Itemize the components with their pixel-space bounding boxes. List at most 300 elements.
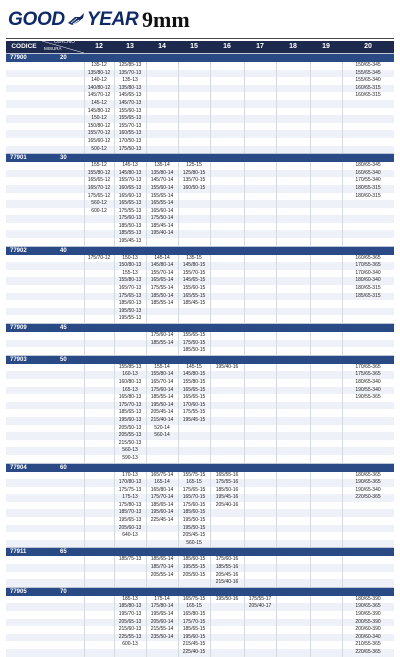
tire-size-cell: 225/45-14 [150, 517, 174, 524]
table-row [6, 62, 394, 70]
chain-size: 65 [60, 549, 67, 556]
tire-size-cell: 145-12 [91, 99, 107, 106]
table-row [6, 455, 394, 463]
tire-size-cell: 155/80-15 [182, 378, 206, 385]
tire-size-cell: 185/65-14 [150, 501, 174, 508]
column-header-17: 17 [256, 43, 264, 50]
tire-size-cell: 165-13 [122, 386, 138, 393]
tire-size-cell: 160-13 [122, 371, 138, 378]
column-divider [84, 332, 85, 355]
tire-size-cell: 175/80-13 [118, 501, 142, 508]
tire-size-cell: 185/75-13 [118, 556, 142, 563]
product-block-header [6, 464, 394, 472]
tire-size-cell: 145/70-14 [150, 177, 174, 184]
tire-size-cell: 160/65-365 [355, 254, 381, 261]
table-row [6, 200, 394, 208]
table-row [6, 532, 394, 540]
tire-size-cell: 560-14 [154, 432, 170, 439]
column-divider [146, 255, 147, 323]
tire-size-cell: 165/80-13 [118, 394, 142, 401]
table-row [6, 146, 394, 154]
column-divider [178, 255, 179, 323]
tire-size-cell: 135-14 [154, 162, 170, 169]
table-row [6, 472, 394, 480]
tire-size-cell: 185/65-15 [182, 626, 206, 633]
table-row [6, 596, 394, 604]
tire-size-cell: 165/70-15 [182, 494, 206, 501]
tire-size-cell: 195/60-15 [182, 633, 206, 640]
size-table [6, 41, 394, 657]
tire-size-cell: 170-13 [122, 471, 138, 478]
tire-size-cell: 140/80-12 [87, 84, 111, 91]
tire-size-cell: 175/65-365 [355, 371, 381, 378]
table-row [6, 340, 394, 348]
tire-size-cell: 145/80-15 [182, 371, 206, 378]
tire-size-cell: 135-15 [186, 254, 202, 261]
table-row [6, 509, 394, 517]
column-header-cerchio-misura [42, 41, 84, 53]
column-divider [276, 364, 277, 463]
tire-size-cell: 175/55-16 [215, 479, 239, 486]
tire-size-cell: 215/60-13 [118, 626, 142, 633]
column-divider [244, 556, 245, 586]
tire-size-cell: 155/65-345 [355, 69, 381, 76]
table-row [6, 70, 394, 78]
tire-size-cell: 160/55-13 [118, 130, 142, 137]
tire-size-cell: 185/50-15 [182, 347, 206, 354]
column-divider [210, 255, 211, 323]
column-divider [276, 472, 277, 548]
tire-size-cell: 195/55-13 [118, 315, 142, 322]
tire-size-cell: 185/50-13 [118, 222, 142, 229]
tire-size-cell: 145/80-14 [150, 262, 174, 269]
product-block-body [6, 472, 394, 548]
product-block [6, 153, 394, 246]
column-divider [310, 332, 311, 355]
tire-size-cell: 155-14 [154, 363, 170, 370]
tire-size-cell: 220/50-365 [355, 494, 381, 501]
product-block-header [6, 154, 394, 162]
tire-size-cell: 125/85-13 [118, 62, 142, 68]
column-divider [276, 162, 277, 246]
product-code: 77905 [10, 588, 27, 595]
tire-size-cell: 195/40-14 [150, 230, 174, 237]
tire-size-cell: 155/75-15 [182, 471, 206, 478]
tire-size-cell: 155/80-12 [87, 169, 111, 176]
tire-size-cell: 205/60-13 [118, 524, 142, 531]
tire-size-cell: 185/55-13 [118, 230, 142, 237]
tire-size-cell: 195/60-13 [118, 416, 142, 423]
table-row [6, 230, 394, 238]
column-divider [178, 62, 179, 153]
product-block-body [6, 364, 394, 463]
tire-size-cell: 225/40-15 [182, 648, 206, 655]
column-divider [178, 332, 179, 355]
tire-size-cell: 200/60-340 [355, 633, 381, 640]
table-row [6, 425, 394, 433]
tire-size-cell: 180/60-340 [355, 277, 381, 284]
table-row [6, 517, 394, 525]
tire-size-cell: 155/60-13 [118, 107, 142, 114]
tire-size-cell: 600-12 [91, 207, 107, 214]
product-block [6, 355, 394, 463]
tire-size-cell: 215/50-13 [118, 439, 142, 446]
tire-size-cell: 200/60-390 [355, 626, 381, 633]
column-divider [84, 62, 85, 153]
table-row [6, 108, 394, 116]
column-header-12: 12 [95, 43, 103, 50]
tire-size-cell: 185/55-14 [150, 339, 174, 346]
column-divider [146, 62, 147, 153]
product-block [6, 323, 394, 355]
table-row [6, 208, 394, 216]
tire-size-cell: 175/60-16 [215, 556, 239, 563]
chain-size: 60 [60, 464, 67, 471]
tire-size-cell: 190/65-365 [355, 603, 381, 610]
tire-size-cell: 165/75-14 [150, 471, 174, 478]
tire-size-cell: 640-13 [122, 532, 138, 539]
tire-size-cell: 135-13 [122, 77, 138, 84]
chain-size: 20 [60, 55, 67, 61]
tire-size-cell: 165/65-15 [182, 386, 206, 393]
tire-size-cell: 155/80-13 [118, 277, 142, 284]
tire-size-cell: 145/70-13 [118, 99, 142, 106]
tire-size-cell: 155/65-14 [150, 192, 174, 199]
table-row [6, 603, 394, 611]
tire-size-cell: 155/70-15 [182, 269, 206, 276]
tire-size-cell: 170/60-340 [355, 269, 381, 276]
tire-size-cell: 185/55-16 [215, 564, 239, 571]
tire-size-cell: 180/65-365 [355, 471, 381, 478]
column-divider [244, 364, 245, 463]
table-row [6, 315, 394, 323]
column-header-19: 19 [322, 43, 330, 50]
tire-size-cell: 175/65-12 [87, 192, 111, 199]
table-row [6, 402, 394, 410]
tire-size-cell: 195/50-15 [182, 517, 206, 524]
tire-size-cell: 195/65-14 [150, 611, 174, 617]
tire-size-cell: 150-12 [91, 115, 107, 122]
tire-size-cell: 175/70-14 [150, 494, 174, 501]
tire-size-cell: 195/45-16 [215, 494, 239, 501]
column-divider [342, 556, 343, 586]
tire-size-cell: 180/55-315 [355, 184, 381, 191]
tire-size-cell: 155/65-15 [182, 332, 206, 338]
tire-size-cell: 560-12 [91, 200, 107, 207]
tire-size-cell: 195/45-15 [182, 416, 206, 423]
tire-size-cell: 145-14 [154, 254, 170, 261]
tire-size-cell: 175/65-15 [182, 486, 206, 493]
table-row [6, 611, 394, 619]
tire-size-cell: 185/80-13 [118, 603, 142, 610]
product-block-header [6, 247, 394, 255]
tire-size-cell: 155/70-12 [87, 130, 111, 137]
tire-size-cell: 215/45-15 [182, 641, 206, 648]
column-divider [244, 332, 245, 355]
tire-size-cell: 165/60-14 [150, 207, 174, 214]
misura-label: MISURA [44, 46, 62, 51]
tire-size-cell: 145/80-13 [118, 169, 142, 176]
product-block [6, 587, 394, 657]
table-row [6, 130, 394, 138]
tire-size-cell: 165/55-14 [150, 200, 174, 207]
chain-size: 40 [60, 247, 67, 254]
tire-size-cell: 160/65-13 [118, 184, 142, 191]
tire-size-cell: 160/50-15 [182, 184, 206, 191]
column-divider [210, 364, 211, 463]
tire-size-cell: 175/70-13 [118, 401, 142, 408]
table-row [6, 285, 394, 293]
tire-size-cell: 160/80-13 [118, 378, 142, 385]
tire-size-cell: 195/45-13 [118, 238, 142, 245]
tire-size-cell: 560-13 [122, 447, 138, 454]
tire-size-cell: 160/65-340 [355, 169, 381, 176]
tire-size-cell: 195/55-15 [182, 564, 206, 571]
tire-size-cell: 180/65-340 [355, 378, 381, 385]
tire-size-cell: 220/65-365 [355, 648, 381, 655]
tire-size-cell: 155/80-14 [150, 371, 174, 378]
table-row [6, 77, 394, 85]
column-divider [342, 364, 343, 463]
tire-size-cell: 135/70-13 [118, 69, 142, 76]
goodyear-logo [8, 7, 138, 33]
column-divider [244, 255, 245, 323]
tire-size-cell: 175/55-17 [248, 595, 272, 602]
product-block-body [6, 556, 394, 586]
product-block-header [6, 588, 394, 596]
column-divider [342, 162, 343, 246]
tire-size-cell: 195/65-13 [118, 517, 142, 524]
column-divider [310, 62, 311, 153]
tire-size-cell: 195/50-14 [150, 401, 174, 408]
tire-size-cell: 175/55-14 [150, 285, 174, 292]
table-row [6, 502, 394, 510]
table-row [6, 262, 394, 270]
tire-size-cell: 170/55-365 [355, 262, 381, 269]
tire-size-cell: 210/55-365 [355, 641, 381, 648]
tire-size-cell: 185/70-14 [150, 564, 174, 571]
column-divider [210, 62, 211, 153]
tire-size-cell: 205/50-13 [118, 424, 142, 431]
tire-size-cell: 150-13 [122, 254, 138, 261]
table-row [6, 100, 394, 108]
tire-size-cell: 145/65-15 [182, 277, 206, 284]
tire-size-cell: 175-13 [122, 494, 138, 501]
tire-size-cell: 175/55-15 [182, 409, 206, 416]
tire-size-cell: 155/70-14 [150, 269, 174, 276]
table-row [6, 270, 394, 278]
tire-size-cell: 185/70-13 [118, 509, 142, 516]
tire-size-cell: 165/65-15 [182, 394, 206, 401]
table-row [6, 649, 394, 657]
tire-size-cell: 195/50-15 [182, 524, 206, 531]
column-divider [114, 255, 115, 323]
product-code: 77902 [10, 247, 27, 254]
table-row [6, 394, 394, 402]
tire-size-cell: 160/65-315 [355, 92, 381, 99]
tire-size-cell: 185/60-15 [182, 556, 206, 563]
product-block [6, 53, 394, 153]
column-divider [310, 556, 311, 586]
tire-size-cell: 155/60-15 [182, 285, 206, 292]
tire-size-cell: 190/65-365 [355, 479, 381, 486]
tire-size-cell: 170/55-340 [355, 177, 381, 184]
tire-size-cell: 155/65-340 [355, 77, 381, 84]
tire-size-cell: 165/70-14 [150, 378, 174, 385]
tire-size-cell: 190/65-390 [355, 611, 381, 617]
tire-size-cell: 165/55-16 [215, 471, 239, 478]
tire-size-cell: 175/80-14 [150, 603, 174, 610]
tire-size-cell: 185-13 [122, 595, 138, 602]
tire-size-cell: 145/80-12 [87, 107, 111, 114]
winged-foot-icon [66, 11, 86, 29]
tire-size-cell: 185/60-15 [182, 509, 206, 516]
product-block-header [6, 356, 394, 364]
column-header-16: 16 [223, 43, 231, 50]
chain-size: 50 [60, 356, 67, 363]
tire-size-cell: 205/50-15 [182, 571, 206, 578]
tire-size-cell: 200/55-390 [355, 618, 381, 625]
chain-size: 30 [60, 155, 67, 162]
product-block-body [6, 62, 394, 153]
tire-size-cell: 190/65-340 [355, 486, 381, 493]
product-code: 77909 [10, 325, 27, 331]
column-divider [114, 472, 115, 548]
tire-size-cell: 175/60-13 [118, 215, 142, 222]
tire-size-cell: 215/55-14 [150, 626, 174, 633]
tire-size-cell: 170/65-365 [355, 363, 381, 370]
tire-size-cell: 170/80-13 [118, 479, 142, 486]
brand-name-right: YEAR [86, 9, 139, 30]
table-row [6, 479, 394, 487]
table-row [6, 293, 394, 301]
tire-size-cell: 125/80-15 [182, 169, 206, 176]
tire-size-cell: 195/40-16 [215, 363, 239, 370]
table-row [6, 277, 394, 285]
tire-size-cell: 195/50-13 [118, 307, 142, 314]
column-divider [342, 255, 343, 323]
product-block-header [6, 324, 394, 332]
column-divider [244, 596, 245, 657]
product-code: 77911 [10, 549, 27, 556]
table-row [6, 347, 394, 355]
column-divider [84, 596, 85, 657]
tire-size-cell: 150/65-345 [355, 62, 381, 68]
column-divider [146, 332, 147, 355]
column-divider [210, 162, 211, 246]
page-header [6, 4, 394, 40]
product-block-body [6, 332, 394, 355]
table-row [6, 387, 394, 395]
product-block [6, 246, 394, 323]
product-code: 77901 [10, 155, 27, 162]
column-divider [342, 332, 343, 355]
column-divider [210, 472, 211, 548]
tire-size-cell: 180/65-345 [355, 162, 381, 169]
tire-size-cell: 155-13 [122, 269, 138, 276]
table-row [6, 579, 394, 587]
table-row [6, 215, 394, 223]
tire-size-cell: 205/40-16 [215, 501, 239, 508]
tire-size-cell: 185/60-13 [118, 300, 142, 307]
tire-size-cell: 175/60-15 [182, 501, 206, 508]
column-divider [178, 162, 179, 246]
tire-size-cell: 155/60-14 [150, 184, 174, 191]
tire-size-cell: 175/75-13 [118, 486, 142, 493]
tire-size-cell: 145/65-13 [118, 92, 142, 99]
table-row [6, 85, 394, 93]
tire-size-cell: 160/65-315 [355, 84, 381, 91]
tire-size-cell: 180/65-315 [355, 285, 381, 292]
tire-size-cell: 185/50-16 [215, 486, 239, 493]
tire-size-cell: 175/50-13 [118, 145, 142, 152]
table-row [6, 138, 394, 146]
tire-size-cell: 175/70-12 [87, 254, 111, 261]
column-divider [84, 472, 85, 548]
tire-size-cell: 145/70-12 [87, 92, 111, 99]
tire-size-cell: 225/55-13 [118, 633, 142, 640]
column-header-13: 13 [126, 43, 134, 50]
table-row [6, 92, 394, 100]
column-divider [178, 364, 179, 463]
table-row [6, 371, 394, 379]
tire-size-cell: 135/80-14 [150, 169, 174, 176]
column-divider [114, 62, 115, 153]
tire-size-cell: 165/65-12 [87, 177, 111, 184]
column-divider [178, 472, 179, 548]
table-row [6, 193, 394, 201]
column-divider [210, 556, 211, 586]
tire-size-cell: 145-15 [186, 363, 202, 370]
product-code: 77904 [10, 464, 27, 471]
table-row [6, 447, 394, 455]
chain-size: 70 [60, 588, 67, 595]
tire-size-cell: 150/80-12 [87, 122, 111, 129]
column-divider [244, 162, 245, 246]
tire-size-cell: 560-15 [186, 539, 202, 546]
tire-size-cell: 205/55-13 [118, 432, 142, 439]
tire-size-cell: 190/55-365 [355, 394, 381, 401]
product-block [6, 547, 394, 586]
column-divider [276, 62, 277, 153]
column-header-14: 14 [158, 43, 166, 50]
tire-size-cell: 185/50-14 [150, 292, 174, 299]
table-row [6, 540, 394, 548]
column-divider [146, 472, 147, 548]
table-row [6, 364, 394, 372]
tire-size-cell: 215/40-14 [150, 416, 174, 423]
column-divider [276, 255, 277, 323]
column-divider [114, 162, 115, 246]
tire-size-cell: 145/80-15 [182, 262, 206, 269]
tire-size-cell: 170/60-15 [182, 401, 206, 408]
column-divider [210, 596, 211, 657]
table-row [6, 115, 394, 123]
tire-size-cell: 190/55-340 [355, 386, 381, 393]
tire-size-cell: 175/55-13 [118, 207, 142, 214]
column-divider [84, 556, 85, 586]
tire-size-cell: 185/55-14 [150, 300, 174, 307]
tire-size-cell: 135/80-12 [87, 69, 111, 76]
product-block-body [6, 162, 394, 246]
column-divider [244, 472, 245, 548]
tire-size-cell: 165/65-14 [150, 277, 174, 284]
table-row [6, 379, 394, 387]
tire-size-cell: 165/75-15 [182, 595, 206, 602]
column-header-18: 18 [289, 43, 297, 50]
tire-size-cell: 185/45-15 [182, 300, 206, 307]
page-title: 9mm [142, 7, 190, 32]
